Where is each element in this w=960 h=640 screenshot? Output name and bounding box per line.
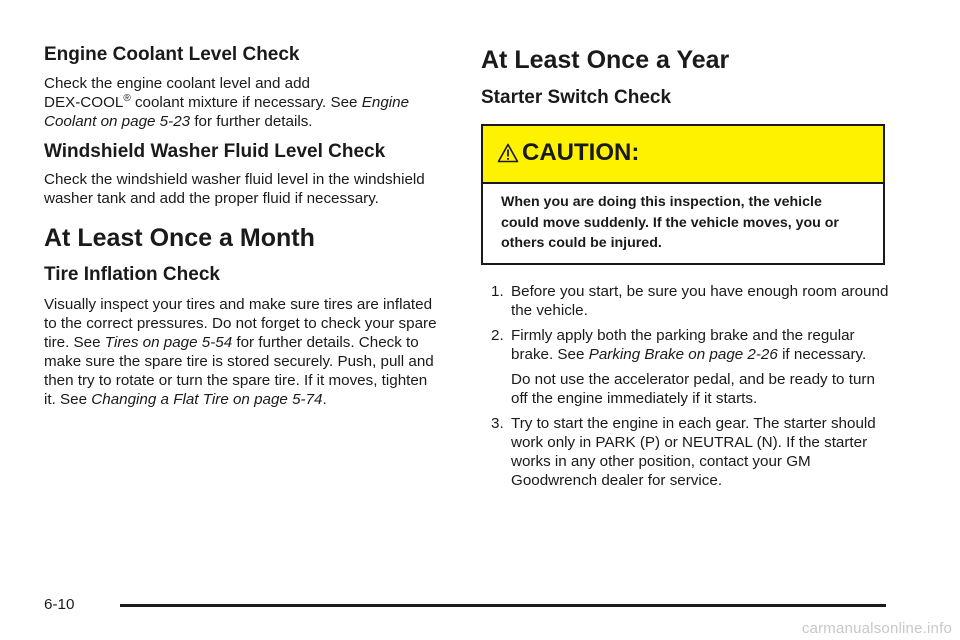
step-number: 1. <box>491 283 504 300</box>
list-item <box>491 326 891 408</box>
list-item <box>491 282 891 320</box>
year-heading: At Least Once a Year <box>481 46 730 74</box>
coolant-reference-link[interactable]: Engine Coolant on page 5-23 <box>44 94 410 130</box>
coolant-tail: for further details. <box>194 113 313 130</box>
washer-text: Check the windshield washer fluid level in the windshield washer tank and add the proper fluid if necessary. <box>44 171 425 207</box>
tires-reference-link[interactable]: Tires on page 5-54 <box>104 334 233 351</box>
month-heading: At Least Once a Month <box>44 224 315 252</box>
coolant-line1: Check the engine coolant level and add <box>44 75 310 92</box>
washer-heading: Windshield Washer Fluid Level Check <box>44 141 386 162</box>
tire-heading: Tire Inflation Check <box>44 264 220 285</box>
step-text-end: if necessary. <box>782 346 867 363</box>
caution-title: CAUTION: <box>522 139 640 166</box>
tire-text-end: . <box>322 391 327 408</box>
warning-triangle-icon <box>497 143 519 168</box>
watermark: carmanualsonline.info <box>801 620 952 637</box>
starter-heading: Starter Switch Check <box>481 87 672 108</box>
registered-mark: ® <box>123 92 131 104</box>
step-subtext: Do not use the accelerator pedal, and be ready to turn off the engine immediately if it starts. <box>511 371 875 407</box>
step-number: 3. <box>491 415 504 432</box>
tire-text-part2: for further details. Check to make sure the spare tire is stored securely. Push, pull and then try to rotate or turn the spare tire. If it moves, tighten it. See <box>44 334 434 408</box>
step-text: Before you start, be sure you have enough room around the vehicle. <box>511 283 889 319</box>
flat-tire-reference-link[interactable]: Changing a Flat Tire on page 5-74 <box>91 391 323 408</box>
caution-box <box>481 124 885 265</box>
footer-divider <box>120 604 886 607</box>
caution-text: When you are doing this inspection, the vehicle could move suddenly. If the vehicle moves, you or others could be injured. <box>501 194 839 251</box>
coolant-line2: coolant mixture if necessary. See <box>134 94 358 111</box>
tire-text-part1: Visually inspect your tires and make sure tires are inflated to the correct pressures. Do not forget to check your spare tire. See <box>44 296 437 351</box>
page-number: 6-10 <box>44 596 75 613</box>
steps-list <box>491 282 891 496</box>
step-text: Try to start the engine in each gear. The starter should work only in PARK (P) or NEUTRAL (N). If the starter works in any other position, contact your GM Goodwrench dealer for service. <box>511 415 876 489</box>
coolant-dexcool: DEX-COOL <box>44 94 124 111</box>
coolant-text <box>44 74 454 131</box>
coolant-heading: Engine Coolant Level Check <box>44 44 300 65</box>
step-text: Firmly apply both the parking brake and the regular brake. See <box>511 327 855 363</box>
list-item <box>491 414 891 490</box>
parking-brake-reference-link[interactable]: Parking Brake on page 2-26 <box>588 346 778 363</box>
caution-header <box>483 126 883 184</box>
step-number: 2. <box>491 327 504 344</box>
tire-text <box>44 295 442 409</box>
